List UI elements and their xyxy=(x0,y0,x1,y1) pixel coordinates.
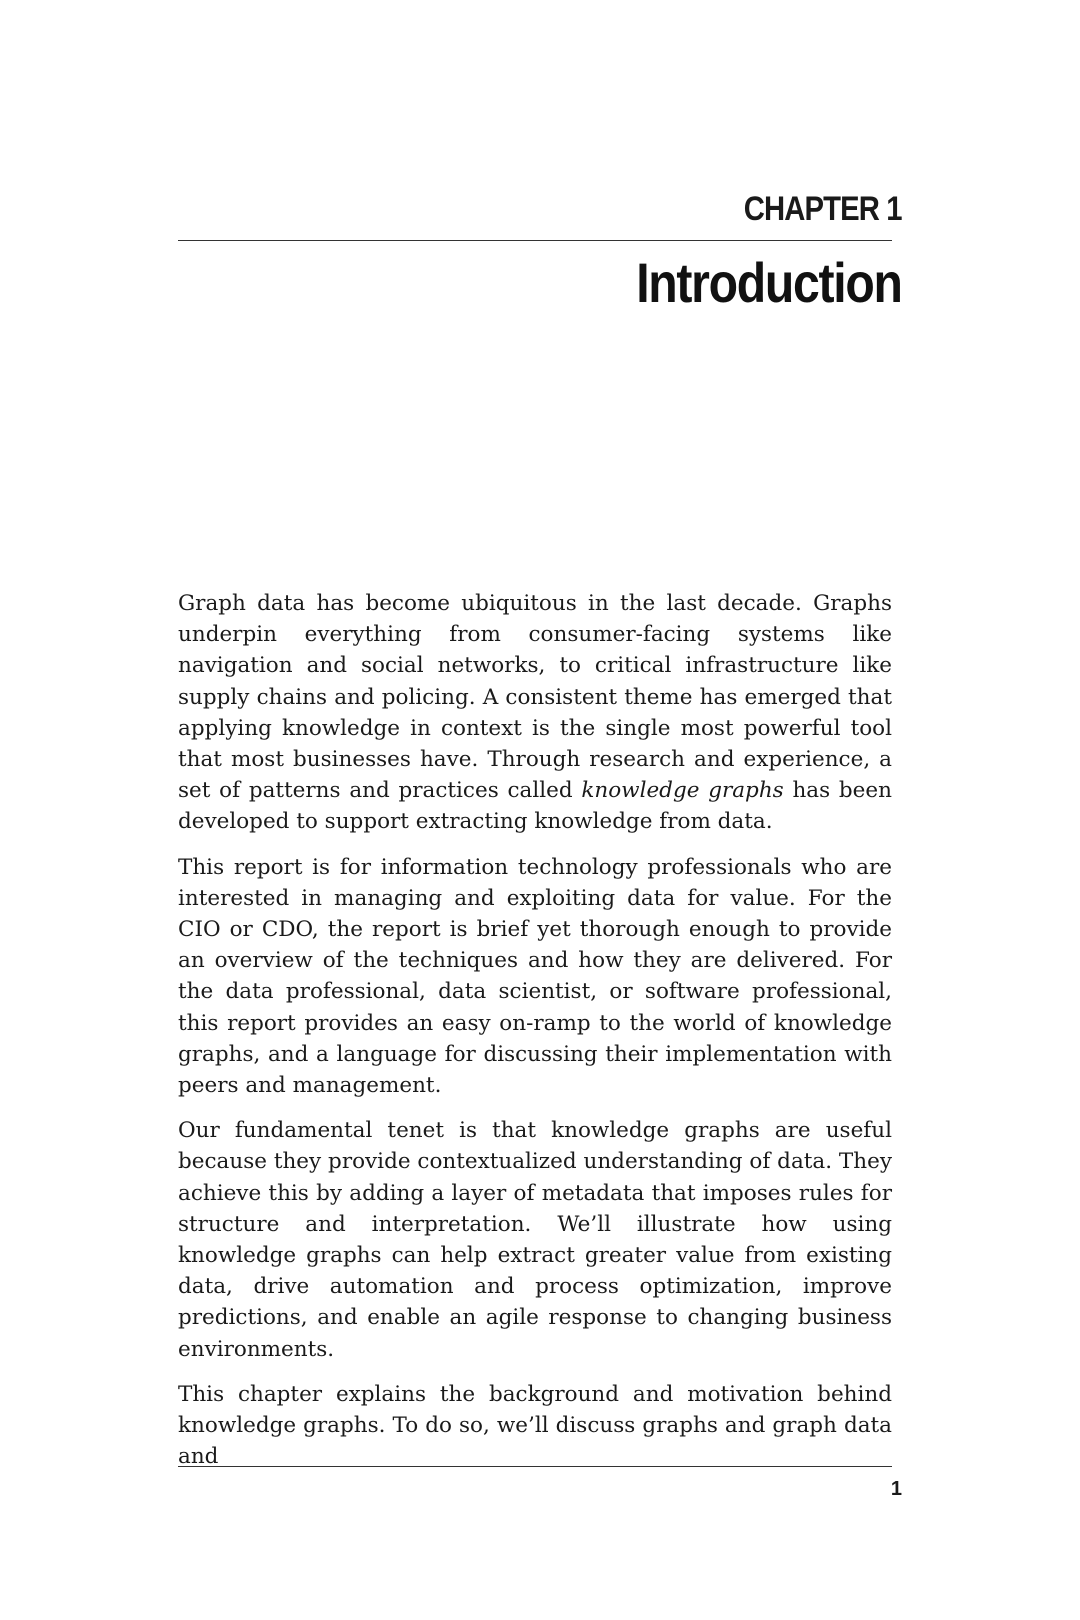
paragraph-1-text-end: has been developed to support extracting knowledge from data. xyxy=(178,778,892,835)
header-rule xyxy=(178,240,892,241)
chapter-title: Introduction xyxy=(636,251,902,314)
footer-rule xyxy=(178,1466,892,1467)
term-knowledge-graphs: knowledge graphs xyxy=(581,778,784,804)
paragraph-3: Our fundamental tenet is that knowledge graphs are useful because they provide contextualized understanding of data. They achieve this by adding a layer of metadata that imposes rules for structure and interpretation. We’ll illustrate how using knowledge graphs can help extract greater value from existing data, drive automation and process optimization, improve predictions, and enable an agile response to changing business environments. xyxy=(178,1118,892,1362)
page-number: 1 xyxy=(890,1478,902,1500)
paragraph-2: This report is for information technology professionals who are interested in managing and exploiting data for value. For the CIO or CDO, the report is brief yet thorough enough to provide an overview of the techniques and how they are delivered. For the data professional, data scientist, or software professional, this report provides an easy on-ramp to the world of knowledge graphs, and a language for discussing their implementation with peers and management. xyxy=(178,854,892,1099)
body-text xyxy=(178,588,892,1486)
paragraph-4: This chapter explains the background and motivation behind knowledge graphs. To do so, we’ll discuss graphs and graph data and xyxy=(178,1381,892,1470)
chapter-label: CHAPTER 1 xyxy=(744,190,902,228)
paragraph-1 xyxy=(178,588,892,838)
paragraph-1-text-start: Graph data has become ubiquitous in the last decade. Graphs underpin everything from consumer-facing systems like navigation and social networks, to critical infrastructure like supply chains and policing. A consistent theme has emerged that applying knowledge in context is the single most powerful tool that most businesses have. Through research and experience, a set of patterns and practices called xyxy=(178,591,892,804)
